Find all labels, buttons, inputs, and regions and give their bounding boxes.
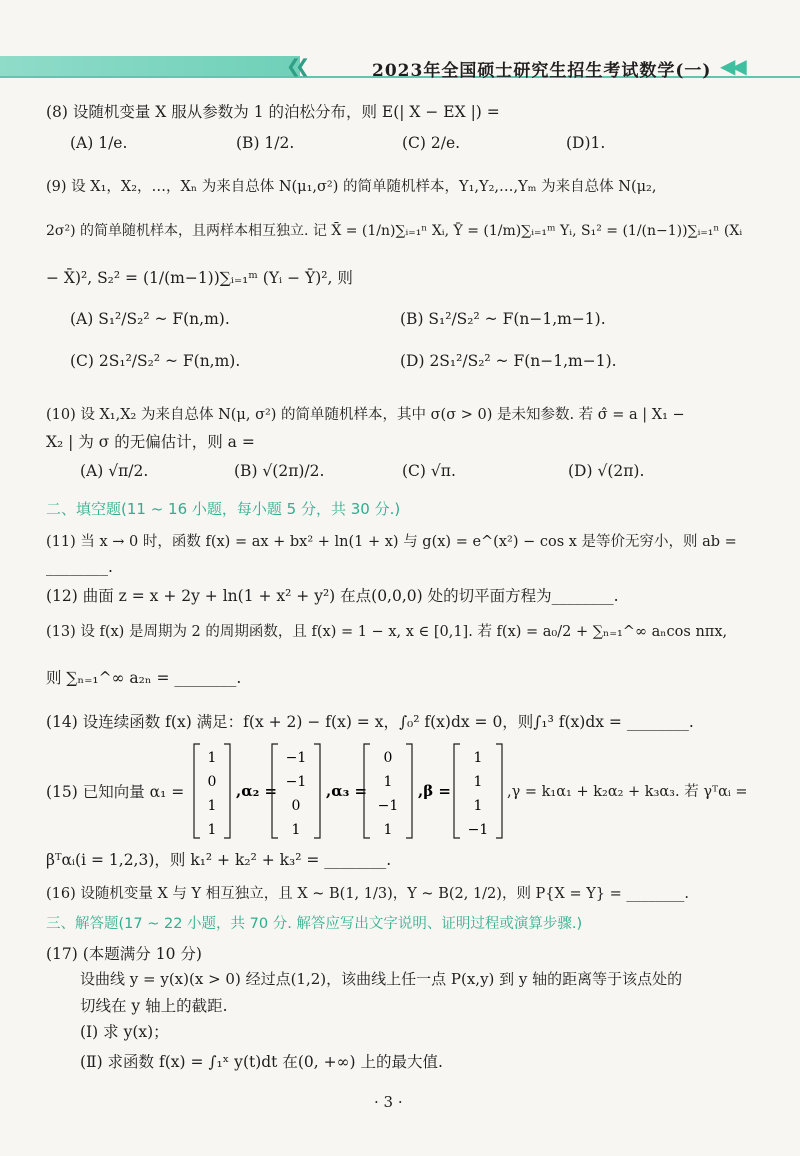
vector-alpha-3	[364, 744, 412, 838]
beta-entry: −1	[467, 822, 489, 838]
q10-option-a: (A) √π/2.	[80, 462, 149, 480]
alpha3-entry: 0	[383, 750, 393, 766]
alpha1-entry: 0	[207, 774, 217, 790]
q15-line-2: βᵀαᵢ(i = 1,2,3)，则 k₁² + k₂² + k₃² = ________.	[46, 851, 392, 869]
q8-option-b: (B) 1/2.	[236, 134, 295, 152]
alpha2-entry: 0	[291, 798, 301, 814]
q9-line-3: − X̄)², S₂² = (1/(m−1))∑ᵢ₌₁ᵐ (Yᵢ − Ȳ)², 则	[46, 269, 353, 287]
q10-option-b: (B) √(2π)/2.	[234, 462, 325, 480]
triangle-left-icon: ◀◀	[720, 54, 743, 78]
alpha1-entry: 1	[207, 822, 217, 838]
q17-line-1: 设曲线 y = y(x)(x > 0) 经过点(1,2)，该曲线上任一点 P(x,y) 到 y 轴的距离等于该点处的	[80, 970, 683, 988]
q9-option-b: (B) S₁²/S₂² ~ F(n−1,m−1).	[400, 310, 606, 328]
beta-entry: 1	[473, 798, 483, 814]
alpha3-entry: −1	[377, 798, 399, 814]
page-number: · 3 ·	[374, 1093, 403, 1111]
q17-line-2: 切线在 y 轴上的截距.	[80, 997, 228, 1015]
section-solution-heading: 三、解答题(17 ~ 22 小题，共 70 分. 解答应写出文字说明、证明过程或演算步骤.)	[46, 916, 583, 932]
q16: (16) 设随机变量 X 与 Y 相互独立，且 X ~ B(1, 1/3)，Y ~ B(2, 1/2)，则 P{X = Y} = ________.	[46, 886, 689, 902]
vector-alpha-1	[194, 744, 230, 838]
q11-line-1: (11) 当 x → 0 时，函数 f(x) = ax + bx² + ln(1 + x) 与 g(x) = e^(x²) − cos x 是等价无穷小，则 ab =	[46, 534, 737, 550]
q8-option-a: (A) 1/e.	[70, 134, 128, 152]
q13-line-1: (13) 设 f(x) 是周期为 2 的周期函数，且 f(x) = 1 − x, x ∈ [0,1]. 若 f(x) = a₀/2 + ∑ₙ₌₁^∞ aₙcos nπx,	[46, 624, 728, 640]
header-title: 2023年全国硕士研究生招生考试数学(一)	[372, 61, 712, 81]
page-header	[0, 50, 800, 81]
vector-beta	[454, 744, 502, 838]
q11-line-2: ________.	[46, 558, 113, 576]
alpha1-entry: 1	[207, 798, 217, 814]
q9-line-2: 2σ²) 的简单随机样本，且两样本相互独立. 记 X̄ = (1/n)∑ᵢ₌₁ⁿ Xᵢ, Ȳ = (1/m)∑ᵢ₌₁ᵐ Yᵢ, S₁² = (1/(n−1))∑ᵢ₌₁ⁿ (Xᵢ	[46, 223, 743, 239]
alpha2-entry: −1	[285, 750, 307, 766]
q10-line-2: X₂ | 为 σ 的无偏估计，则 a =	[46, 433, 255, 451]
q10-line-1: (10) 设 X₁,X₂ 为来自总体 N(μ, σ²) 的简单随机样本，其中 σ(σ > 0) 是未知参数. 若 σ̂ = a | X₁ −	[46, 407, 685, 423]
alpha3-label: ,α₃ =	[326, 782, 368, 800]
q12: (12) 曲面 z = x + 2y + ln(1 + x² + y²) 在点(0,0,0) 处的切平面方程为________.	[46, 587, 619, 605]
q9-line-1: (9) 设 X₁，X₂，…，Xₙ 为来自总体 N(μ₁,σ²) 的简单随机样本，Y₁,Y₂,…,Yₘ 为来自总体 N(μ₂,	[46, 179, 657, 195]
alpha2-entry: 1	[291, 822, 301, 838]
section-fill-in-heading: 二、填空题(11 ~ 16 小题，每小题 5 分，共 30 分.)	[46, 500, 401, 518]
alpha3-entry: 1	[383, 822, 393, 838]
q15-lead: (15) 已知向量 α₁ =	[46, 783, 185, 801]
chevron-left-icon: ❮❮	[286, 56, 305, 77]
alpha1-entry: 1	[207, 750, 217, 766]
q17-part-2: (Ⅱ) 求函数 f(x) = ∫₁ˣ y(t)dt 在(0, +∞) 上的最大值.	[80, 1053, 443, 1071]
vector-alpha-2	[272, 744, 320, 838]
q9-option-c: (C) 2S₁²/S₂² ~ F(n,m).	[70, 352, 241, 370]
q17-part-1: (Ⅰ) 求 y(x)；	[80, 1023, 169, 1041]
q13-line-2: 则 ∑ₙ₌₁^∞ a₂ₙ = ________.	[46, 669, 242, 687]
beta-entry: 1	[473, 750, 483, 766]
q17-head: (17) (本题满分 10 分)	[46, 945, 202, 963]
q14: (14) 设连续函数 f(x) 满足：f(x + 2) − f(x) = x，∫₀² f(x)dx = 0，则∫₁³ f(x)dx = ________.	[46, 713, 694, 731]
beta-entry: 1	[473, 774, 483, 790]
alpha2-label: ,α₂ =	[236, 782, 278, 800]
q9-option-d: (D) 2S₁²/S₂² ~ F(n−1,m−1).	[400, 352, 617, 370]
q10-option-c: (C) √π.	[402, 462, 456, 480]
header-band	[0, 56, 300, 78]
alpha2-entry: −1	[285, 774, 307, 790]
beta-label: ,β =	[418, 782, 451, 800]
q8-option-d: (D)1.	[566, 134, 606, 152]
q15-tail: ,γ = k₁α₁ + k₂α₂ + k₃α₃. 若 γᵀαᵢ =	[507, 784, 748, 800]
alpha3-entry: 1	[383, 774, 393, 790]
q8-stem: (8) 设随机变量 X 服从参数为 1 的泊松分布，则 E(| X − EX |) =	[46, 103, 500, 121]
q9-option-a: (A) S₁²/S₂² ~ F(n,m).	[70, 310, 230, 328]
q10-option-d: (D) √(2π).	[568, 462, 645, 480]
q8-option-c: (C) 2/e.	[402, 134, 461, 152]
